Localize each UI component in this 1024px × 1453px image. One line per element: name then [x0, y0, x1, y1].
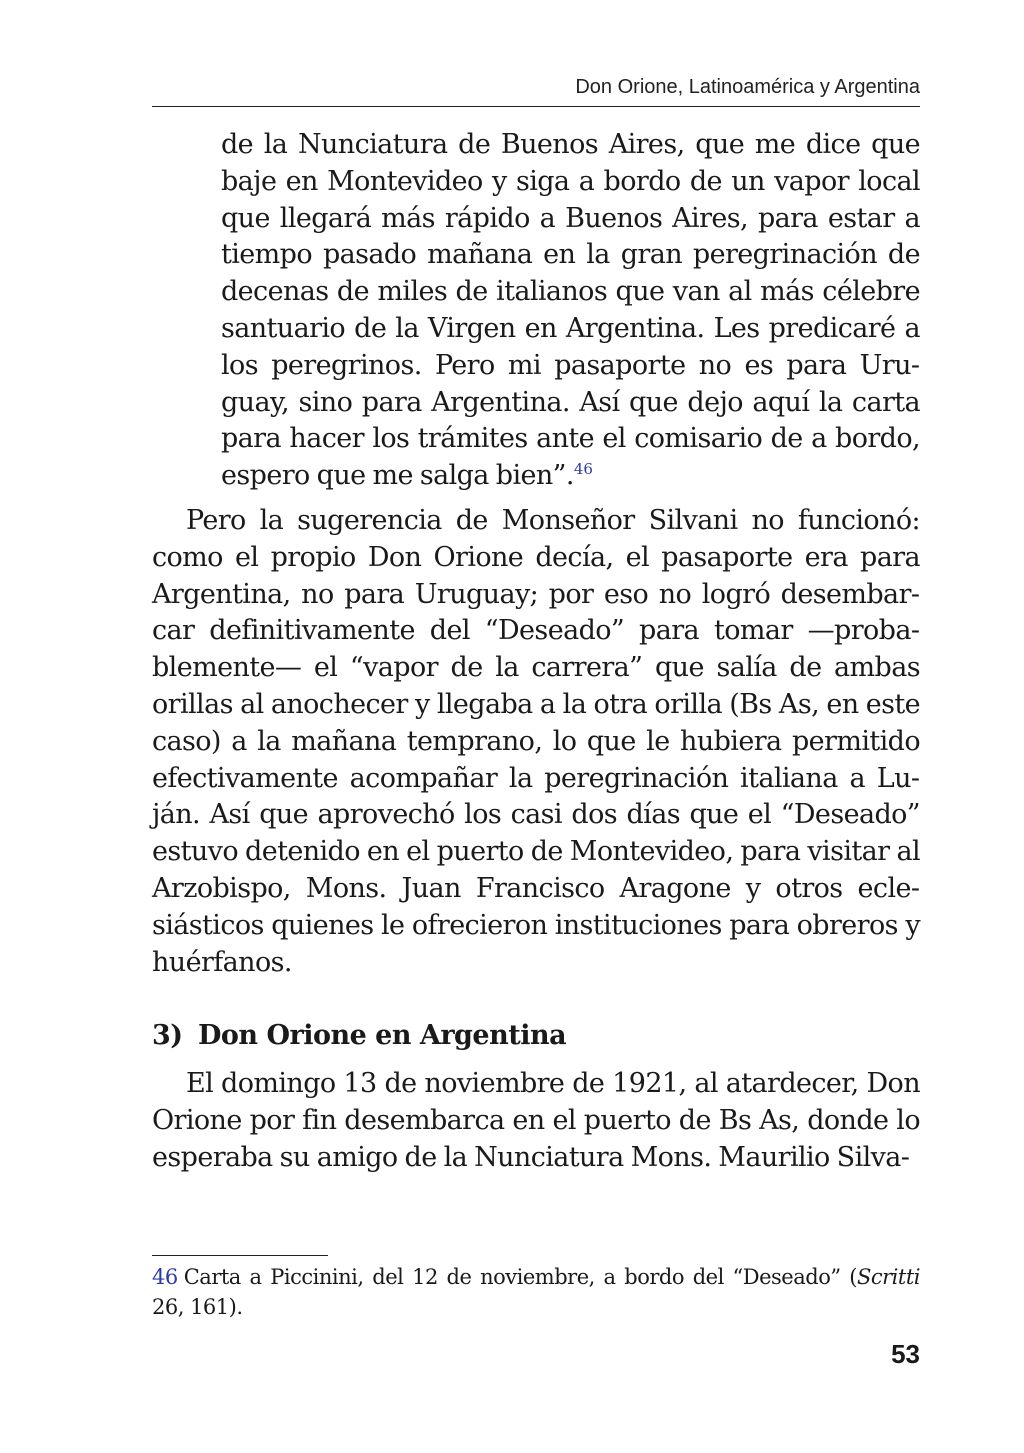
paragraph: Pero la sugerencia de Monseñor Silvani no funcionó: como el propio Don Orione decía, el pasaporte era para Argentina, no para Uruguay; por eso no logró desembarcar definitivamente del “Deseado” para tomar —probablemente— el “vapor de la carrera” que salía de ambas orillas al anochecer y llegaba a la otra orilla (Bs As, en este caso) a la mañana temprano, lo que le hubiera permitido efectivamente acompañar la peregrinación italiana a Luján. Así que aprovechó los casi dos días que el “Deseado” estuvo detenido en el puerto de Montevideo, para visitar al Arzobispo, Mons. Juan Francisco Aragone y otros eclesiásticos quienes le ofrecieron instituciones para obreros y huérfanos. [152, 505, 920, 978]
block-quote-text: de la Nunciatura de Buenos Aires, que me dice que baje en Montevideo y siga a bordo de un vapor local que llegará más rápido a Buenos Aires, para estar a tiempo pasado mañana en la gran peregrinación de decenas de miles de italianos que van al más célebre santuario de la Virgen en Argentina. Les predicaré a los peregrinos. Pero mi pasaporte no es para Uruguay, sino para Argentina. Así que dejo aquí la carta para hacer los trámites ante el comisario de a bordo, espero que me salga bien”. [221, 129, 920, 492]
block-quote [221, 127, 920, 495]
header-rule [152, 106, 920, 107]
running-header: Don Orione, Latinoamérica y Argentina [575, 76, 920, 98]
section-number: 3) [152, 1020, 183, 1051]
section-heading [152, 1016, 920, 1056]
paragraph: El domingo 13 de noviembre de 1921, al atardecer, Don Orione por fin desembarca en el puerto de Bs As, donde lo esperaba su amigo de la Nunciatura Mons. Maurilio Silva- [152, 1068, 920, 1173]
footnote-citation: 26, 161). [152, 1295, 243, 1319]
footnote-italic-title: Scritti [857, 1265, 920, 1289]
footnote-number[interactable]: 46 [152, 1265, 178, 1289]
footnote [152, 1262, 920, 1322]
footnote-rule [152, 1255, 328, 1256]
section-title: Don Orione en Argentina [198, 1020, 567, 1051]
footnote-reference[interactable]: 46 [573, 460, 593, 479]
page-number: 53 [891, 1339, 920, 1369]
footnote-text: Carta a Piccinini, del 12 de noviembre, a bordo del “Deseado” ( [183, 1265, 857, 1289]
